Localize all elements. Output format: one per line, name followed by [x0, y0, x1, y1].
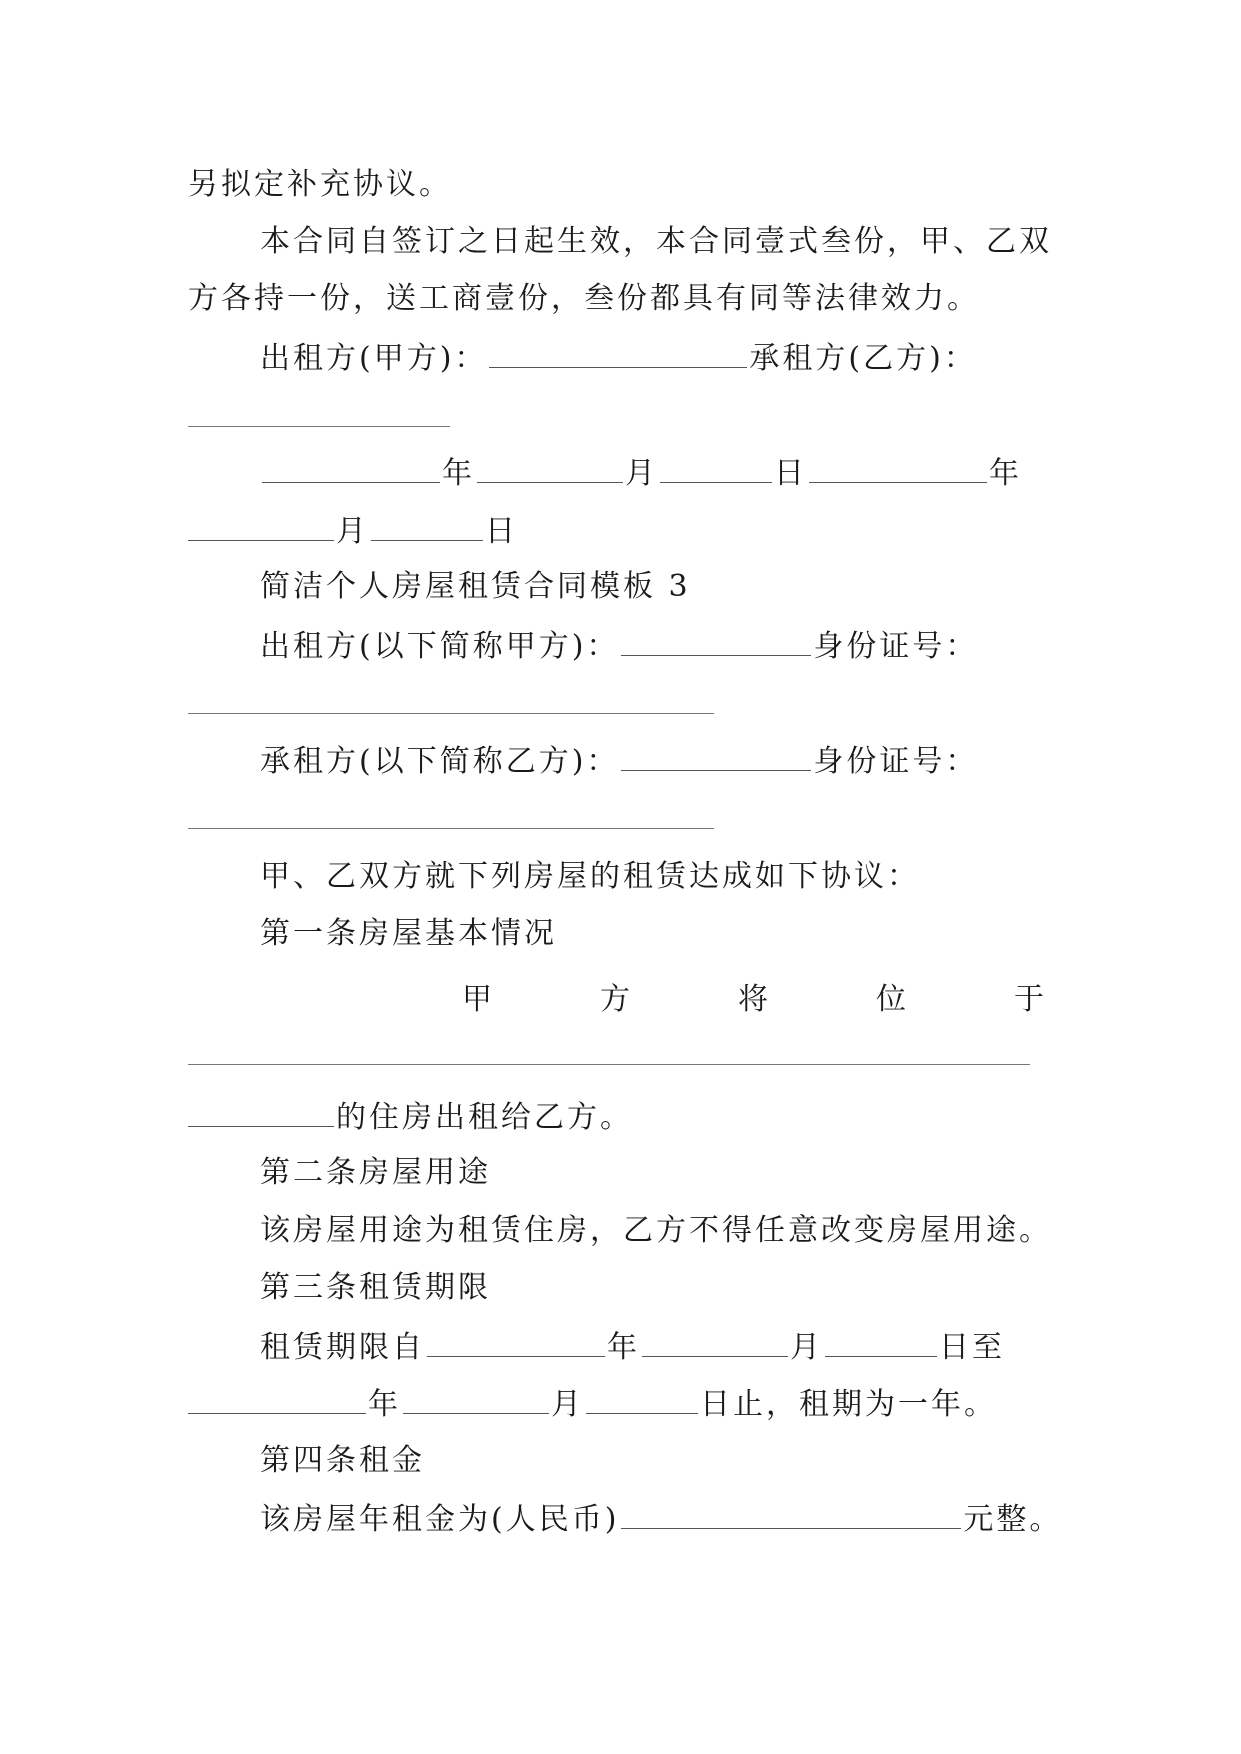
- party-b-line: [260, 740, 978, 782]
- month-label: 月: [336, 514, 369, 549]
- month-label: 月: [790, 1330, 823, 1365]
- year-label: 年: [989, 456, 1022, 491]
- section-title: 简洁个人房屋租赁合同模板 3: [260, 569, 691, 604]
- text-line: 另拟定补充协议。: [188, 167, 452, 202]
- text-line: 甲、乙双方就下列房屋的租赁达成如下协议：: [260, 859, 920, 894]
- month-label: 月: [625, 456, 658, 491]
- blank-field: [621, 740, 811, 771]
- text-line: 方各持一份，送工商壹份，叁份都具有同等法律效力。: [188, 281, 980, 316]
- spread-char: 将: [738, 982, 768, 1017]
- party-a-line: [260, 625, 978, 667]
- article-heading: 第四条租金: [260, 1443, 425, 1478]
- blank-field: [586, 1383, 698, 1414]
- blank-field: [188, 1064, 1030, 1065]
- blank-field: [371, 510, 483, 541]
- blank-field: [188, 713, 714, 714]
- term-to-label: 日至: [939, 1330, 1005, 1365]
- id-label: 身份证号：: [813, 629, 979, 664]
- article-heading: 第一条房屋基本情况: [260, 916, 557, 951]
- blank-field: [642, 1326, 788, 1357]
- term-line: [188, 1383, 997, 1425]
- spread-char: 方: [600, 982, 630, 1017]
- blank-field: [660, 452, 772, 483]
- year-label: 年: [607, 1330, 640, 1365]
- year-label: 年: [368, 1387, 401, 1422]
- day-label: 日: [485, 514, 518, 549]
- blank-field: [262, 452, 440, 483]
- lessor-label: 出租方(甲方)：: [260, 341, 488, 376]
- text-line: [188, 1096, 633, 1138]
- blank-field: [621, 1498, 961, 1529]
- blank-field: [188, 510, 334, 541]
- id-label: 身份证号：: [813, 744, 979, 779]
- blank-field: [477, 452, 623, 483]
- blank-field: [621, 625, 811, 656]
- blank-field: [188, 1096, 334, 1127]
- art1-tail: 的住房出租给乙方。: [336, 1100, 633, 1135]
- party-b-label: 承租方(以下简称乙方)：: [260, 744, 620, 779]
- spread-char: 于: [1014, 982, 1044, 1017]
- blank-field: [403, 1383, 549, 1414]
- month-label: 月: [551, 1387, 584, 1422]
- signature-line: [260, 337, 977, 379]
- term-from-label: 租赁期限自: [260, 1330, 425, 1365]
- text-line: 该房屋用途为租赁住房，乙方不得任意改变房屋用途。: [260, 1213, 1052, 1248]
- date-line: [188, 510, 518, 552]
- day-label: 日: [774, 456, 807, 491]
- term-line: [260, 1326, 1005, 1368]
- lessee-label: 承租方(乙方)：: [749, 341, 977, 376]
- blank-field: [188, 426, 450, 427]
- article-heading: 第二条房屋用途: [260, 1155, 491, 1190]
- date-line: [260, 452, 1022, 494]
- term-end-label: 日止，租期为一年。: [700, 1387, 997, 1422]
- rent-unit: 元整。: [963, 1502, 1063, 1537]
- year-label: 年: [442, 456, 475, 491]
- party-a-label: 出租方(以下简称甲方)：: [260, 629, 620, 664]
- article-heading: 第三条租赁期限: [260, 1270, 491, 1305]
- blank-field: [809, 452, 987, 483]
- blank-field: [825, 1326, 937, 1357]
- blank-field: [489, 337, 747, 368]
- blank-field: [427, 1326, 605, 1357]
- text-line: 本合同自签订之日起生效，本合同壹式叁份，甲、乙双: [260, 224, 1052, 259]
- blank-field: [188, 828, 714, 829]
- rent-label: 该房屋年租金为(人民币): [260, 1502, 620, 1537]
- spread-char: 甲: [462, 982, 492, 1017]
- spread-char: 位: [876, 982, 906, 1017]
- rent-line: [260, 1498, 1062, 1540]
- blank-field: [188, 1383, 366, 1414]
